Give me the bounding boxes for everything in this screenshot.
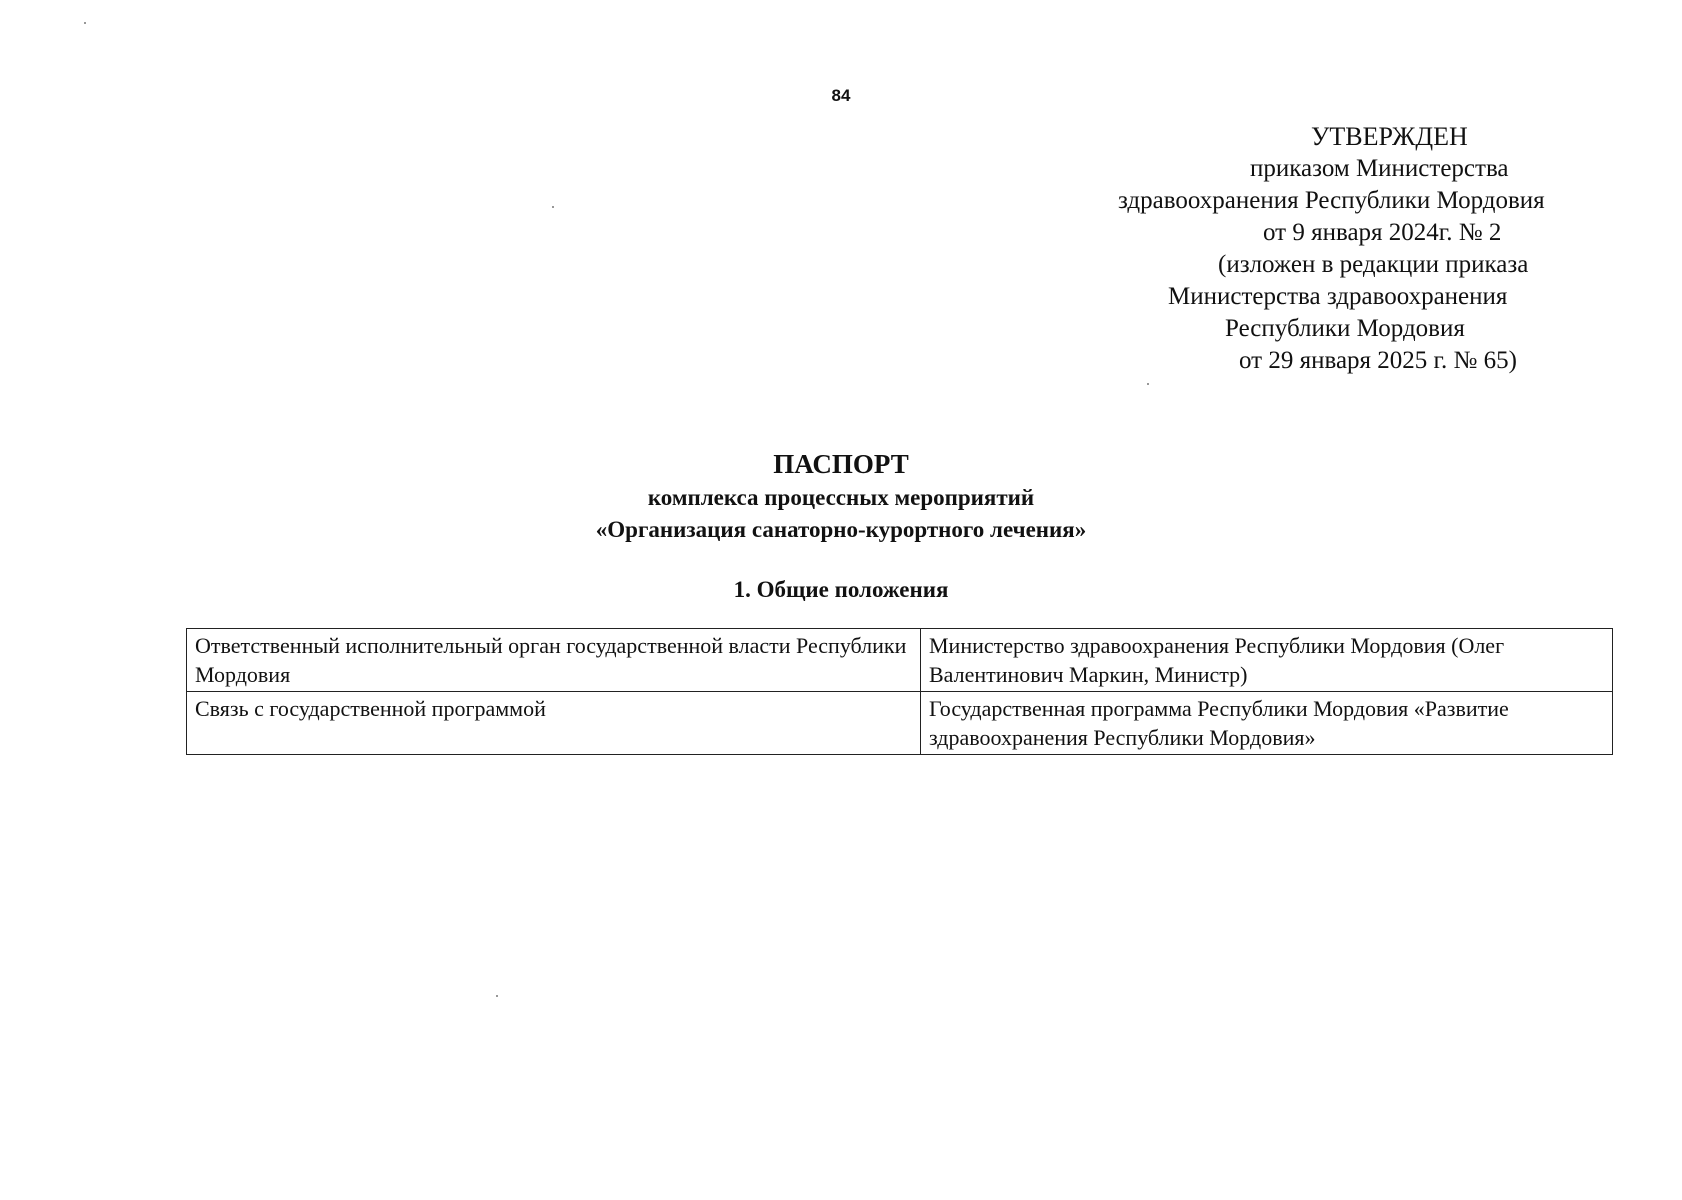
approval-line-3: от 9 января 2024г. № 2 — [1263, 219, 1502, 246]
table-cell-label: Связь с государственной программой — [187, 692, 921, 755]
table-cell-value: Министерство здравоохранения Республики Мордовия (Олег Валентинович Маркин, Министр) — [921, 629, 1613, 692]
section-heading: 1. Общие положения — [733, 577, 949, 602]
approval-line-1: приказом Министерства — [1250, 155, 1509, 182]
approval-heading: УТВЕРЖДЕН — [1311, 122, 1468, 151]
approval-line-4: (изложен в редакции приказа — [1218, 251, 1529, 278]
table-row — [187, 692, 1613, 755]
scan-speck — [552, 206, 554, 208]
scan-speck — [84, 22, 86, 24]
table-cell-value: Государственная программа Республики Мордовия «Развитие здравоохранения Республики Мордовия» — [921, 692, 1613, 755]
title-program-name: «Организация санаторно-курортного лечения» — [595, 517, 1087, 542]
table-row — [187, 629, 1613, 692]
table-cell-label: Ответственный исполнительный орган государственной власти Республики Мордовия — [187, 629, 921, 692]
page-number: 84 — [831, 86, 851, 105]
approval-line-2: здравоохранения Республики Мордовия — [1118, 187, 1545, 214]
scan-speck — [496, 995, 498, 997]
approval-line-6: Республики Мордовия — [1225, 315, 1465, 342]
title-passport: ПАСПОРТ — [773, 449, 909, 479]
approval-line-5: Министерства здравоохранения — [1168, 283, 1508, 310]
scan-speck — [1147, 383, 1149, 385]
general-info-table — [186, 628, 1613, 755]
approval-line-7: от 29 января 2025 г. № 65) — [1239, 347, 1517, 374]
title-subtitle: комплекса процессных мероприятий — [647, 485, 1035, 510]
